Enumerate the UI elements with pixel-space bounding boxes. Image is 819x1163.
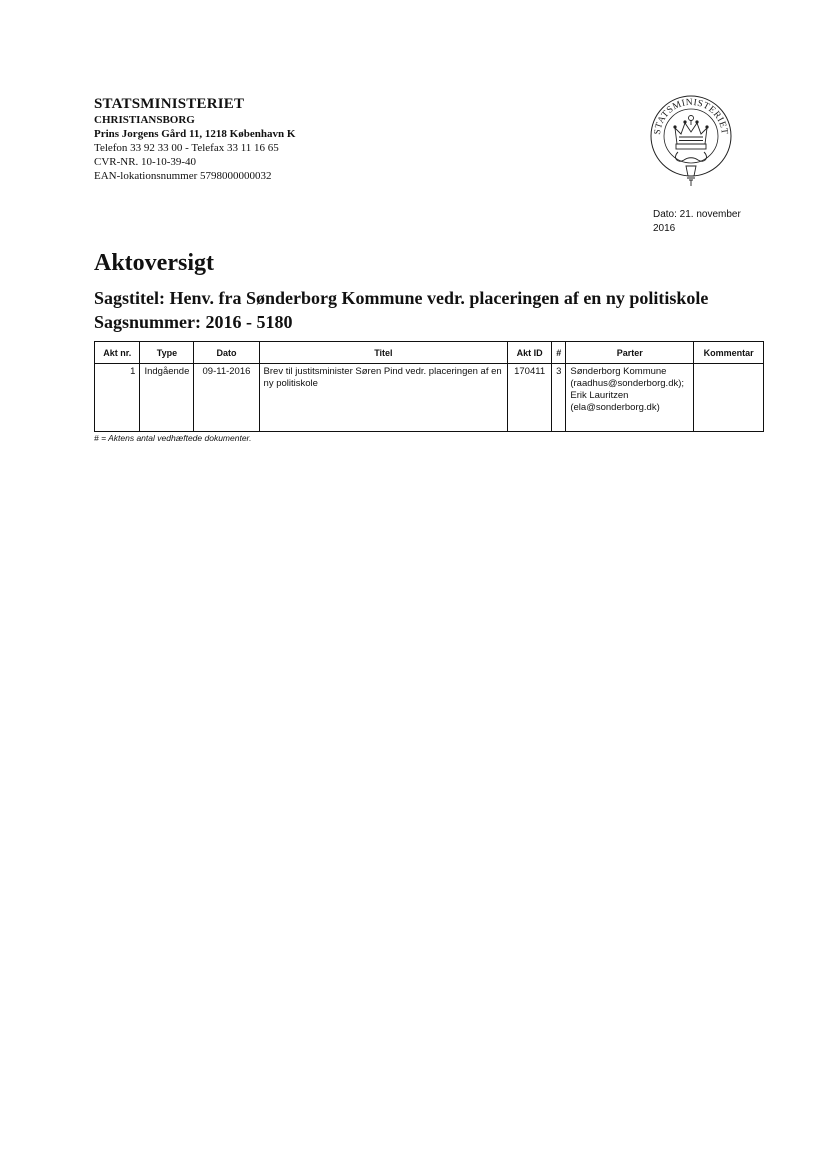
table-row (95, 364, 764, 432)
cell-akt-nr: 1 (95, 364, 140, 432)
cell-kommentar (694, 364, 764, 432)
date-line-1: Dato: 21. november (653, 209, 741, 220)
crown-seal-icon (648, 92, 734, 196)
cell-parter: Sønderborg Kommune (raadhus@sonderborg.dk); Erik Lauritzen (ela@sonderborg.dk) (566, 364, 694, 432)
page-title: Aktoversigt (94, 250, 214, 276)
table-footnote: # = Aktens antal vedhæftede dokumenter. (94, 433, 252, 443)
cell-dato: 09-11-2016 (194, 364, 259, 432)
org-name: STATSMINISTERIET (94, 96, 245, 112)
header-akt-id: Akt ID (508, 342, 552, 364)
date-line-2: 2016 (653, 223, 676, 234)
header-kommentar: Kommentar (694, 342, 764, 364)
case-title: Sagstitel: Henv. fra Sønderborg Kommune vedr. placeringen af en ny politiskole (94, 288, 709, 308)
header-type: Type (140, 342, 194, 364)
header-akt-nr: Akt nr. (95, 342, 140, 364)
header-count: # (552, 342, 566, 364)
header-dato: Dato (194, 342, 259, 364)
document-date (653, 208, 763, 236)
org-address: Prins Jorgens Gård 11, 1218 København K (94, 128, 296, 140)
header-titel: Titel (259, 342, 508, 364)
cell-type: Indgående (140, 364, 194, 432)
cell-akt-id: 170411 (508, 364, 552, 432)
seal-text: STATSMINISTERIET (652, 97, 730, 136)
case-number: Sagsnummer: 2016 - 5180 (94, 312, 293, 332)
letterhead (94, 97, 295, 185)
header-parter: Parter (566, 342, 694, 364)
org-phone: Telefon 33 92 33 00 - Telefax 33 11 16 65 (94, 142, 279, 154)
org-cvr: CVR-NR. 10-10-39-40 (94, 156, 197, 168)
org-subtitle: CHRISTIANSBORG (94, 114, 195, 126)
acts-table (94, 341, 764, 432)
cell-titel: Brev til justitsminister Søren Pind vedr. placeringen af en ny politiskole (259, 364, 508, 432)
cell-count: 3 (552, 364, 566, 432)
table-header-row (95, 342, 764, 364)
org-ean: EAN-lokationsnummer 5798000000032 (94, 170, 272, 182)
